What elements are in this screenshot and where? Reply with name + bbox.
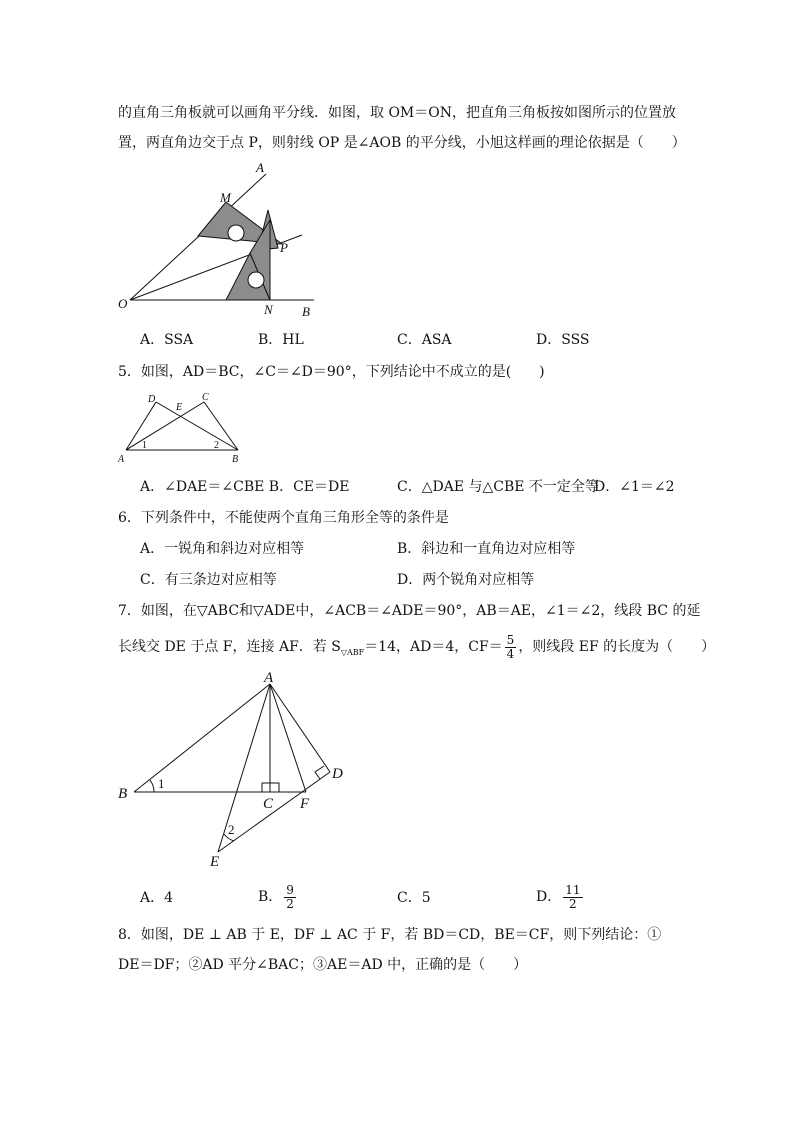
q7-figure bbox=[118, 672, 358, 872]
seg-ae bbox=[218, 684, 270, 852]
q7-option-b[interactable]: B． $\frac{9}{2}$ bbox=[258, 882, 294, 911]
label-d: D bbox=[148, 394, 156, 405]
q7-stem-part-a: 长线交 DE 于点 F，连接 AF．若 S bbox=[118, 639, 341, 655]
q6-option-a[interactable]: A．一锐角和斜边对应相等 bbox=[140, 541, 305, 557]
q5-stem: 5．如图，AD＝BC，∠C＝∠D＝90°，下列结论中不成立的是( ) bbox=[118, 364, 545, 380]
label-a: A bbox=[264, 670, 274, 686]
arc-angle-1 bbox=[150, 780, 154, 792]
q7-option-c[interactable]: C．5 bbox=[397, 890, 431, 906]
q7-stem-part-c: ，则线段 EF 的长度为（ ） bbox=[518, 639, 716, 655]
label-m: M bbox=[220, 190, 231, 205]
q5-option-c[interactable]: C．△DAE 与△CBE 不一定全等 bbox=[397, 479, 599, 495]
q5-option-ab[interactable]: A．∠DAE＝∠CBE B．CE＝DE bbox=[140, 479, 350, 495]
label-n: N bbox=[264, 302, 273, 317]
q7-stem-line2 bbox=[118, 632, 715, 668]
angle-2: 2 bbox=[228, 822, 235, 837]
cf-fraction: $\frac{5}{4}$ bbox=[506, 632, 515, 661]
label-a: A bbox=[118, 454, 125, 465]
q7-area-subscript: ▽ABF bbox=[340, 647, 365, 657]
label-d: D bbox=[332, 766, 343, 782]
label-p: P bbox=[280, 240, 288, 255]
q7-stem-part-b: ＝14，AD＝4，CF＝ bbox=[364, 639, 503, 655]
q7-option-a[interactable]: A．4 bbox=[140, 890, 174, 906]
q4-figure bbox=[118, 160, 318, 320]
q4-option-a[interactable]: A．SSA bbox=[140, 332, 194, 348]
hole-upper bbox=[228, 225, 244, 241]
q6-stem: 6．下列条件中，不能使两个直角三角形全等的条件是 bbox=[118, 510, 449, 526]
option-b-fraction: $\frac{9}{2}$ bbox=[286, 882, 294, 911]
q5-option-d[interactable]: D．∠1＝∠2 bbox=[594, 479, 675, 495]
label-e: E bbox=[176, 402, 183, 413]
q8-stem-line1: 8．如图，DE ⊥ AB 于 E，DF ⊥ AC 于 F，若 BD＝CD，BE＝CF，则下列结论：① bbox=[118, 927, 662, 943]
label-a: A bbox=[256, 160, 264, 175]
q7-option-d[interactable]: D． $\frac{11}{2}$ bbox=[536, 882, 581, 911]
q4-option-b[interactable]: B．HL bbox=[258, 332, 304, 348]
angle-1: 1 bbox=[142, 440, 147, 451]
q8-stem-line2: DE＝DF；②AD 平分∠BAC；③AE＝AD 中，正确的是（ ） bbox=[118, 957, 528, 973]
label-b: B bbox=[118, 786, 128, 802]
label-c: C bbox=[202, 392, 209, 403]
label-b: B bbox=[302, 304, 310, 319]
seg-ad bbox=[270, 684, 330, 772]
label-f: F bbox=[300, 796, 310, 812]
label-c: C bbox=[263, 796, 274, 812]
seg-ed bbox=[218, 772, 330, 852]
q6-option-c[interactable]: C．有三条边对应相等 bbox=[140, 572, 277, 588]
q5-figure bbox=[118, 392, 248, 465]
label-e: E bbox=[210, 854, 220, 870]
angle-1: 1 bbox=[158, 776, 165, 791]
q6-option-b[interactable]: B．斜边和一直角边对应相等 bbox=[397, 541, 576, 557]
q7-stem-line1: 7．如图，在▽ABC和▽ADE中，∠ACB＝∠ADE＝90°，AB＝AE，∠1＝∠2，线段 BC 的延 bbox=[118, 603, 701, 619]
option-d-fraction: $\frac{11}{2}$ bbox=[565, 882, 581, 911]
q6-option-d[interactable]: D．两个锐角对应相等 bbox=[397, 572, 535, 588]
seg-ab bbox=[134, 684, 270, 792]
q4-stem-line2: 置，两直角边交于点 P，则射线 OP 是∠AOB 的平分线，小旭这样画的理论依据是（ ） bbox=[118, 135, 686, 151]
hole-lower bbox=[248, 272, 264, 288]
label-o: O bbox=[118, 296, 128, 311]
angle-2: 2 bbox=[214, 440, 219, 451]
q4-option-d[interactable]: D．SSS bbox=[536, 332, 590, 348]
label-b: B bbox=[232, 454, 239, 465]
q4-option-c[interactable]: C．ASA bbox=[397, 332, 452, 348]
seg-af bbox=[270, 684, 306, 792]
q4-stem-line1: 的直角三角板就可以画角平分线．如图，取 OM＝ON，把直角三角板按如图所示的位置放 bbox=[118, 105, 676, 121]
